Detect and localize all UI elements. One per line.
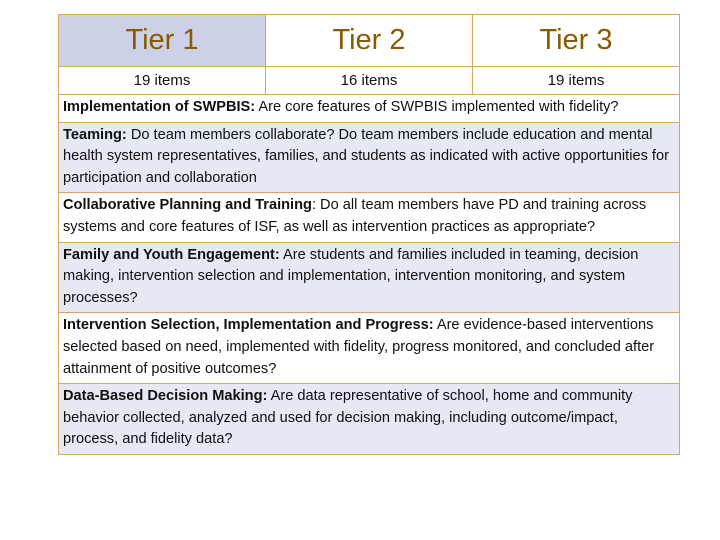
question-title: Implementation of SWPBIS: bbox=[63, 99, 256, 115]
question-text: Are data representative of school, home and community behavior collected, analyzed and used for decision making, including outcome/impact, process, and fidelity data? bbox=[63, 388, 633, 448]
question-text: Are students and families included in teaming, decision making, intervention selection and implementation, intervention monitoring, and system processes? bbox=[63, 246, 639, 306]
question-row-collaborative-planning bbox=[59, 193, 679, 242]
tier-2-item-count: 16 items bbox=[266, 67, 473, 94]
question-title: Collaborative Planning and Training bbox=[63, 197, 312, 214]
question-text: Do team members collaborate? Do team members include education and mental health system representatives, families, and students as indicated with active opportunities for participation and collaboration bbox=[63, 126, 669, 186]
question-title: Intervention Selection, Implementation and Progress: bbox=[63, 317, 434, 334]
question-title: Teaming: bbox=[63, 126, 127, 143]
tier-3-item-count: 19 items bbox=[547, 72, 605, 89]
question-text: Are evidence-based interventions selected based on need, implemented with fidelity, progress monitored, and concluded after attainment of positive outcomes? bbox=[63, 317, 655, 377]
tier-2-header: Tier 2 bbox=[266, 15, 473, 66]
question-title: Data-Based Decision Making: bbox=[63, 388, 268, 405]
tiered-fidelity-table bbox=[58, 14, 680, 455]
question-row-data-based-decision-making bbox=[59, 384, 679, 454]
question-text: : Do all team members have PD and training across systems and core features of ISF, as well as intervention practices as appropriate? bbox=[63, 197, 647, 235]
tier-1-header: Tier 1 bbox=[59, 15, 266, 66]
question-row-family-youth-engagement bbox=[59, 243, 679, 314]
question-text: Are core features of SWPBIS implemented with fidelity? bbox=[255, 99, 619, 115]
tier-header-row bbox=[59, 15, 679, 67]
question-row-teaming bbox=[59, 123, 679, 194]
tier-1-item-count: 19 items bbox=[59, 67, 266, 94]
tier-3-header: Tier 3 bbox=[473, 15, 679, 66]
question-row-intervention-selection bbox=[59, 313, 679, 384]
question-title: Family and Youth Engagement: bbox=[63, 246, 280, 263]
item-count-row bbox=[59, 67, 679, 95]
question-row-implementation bbox=[59, 95, 679, 123]
